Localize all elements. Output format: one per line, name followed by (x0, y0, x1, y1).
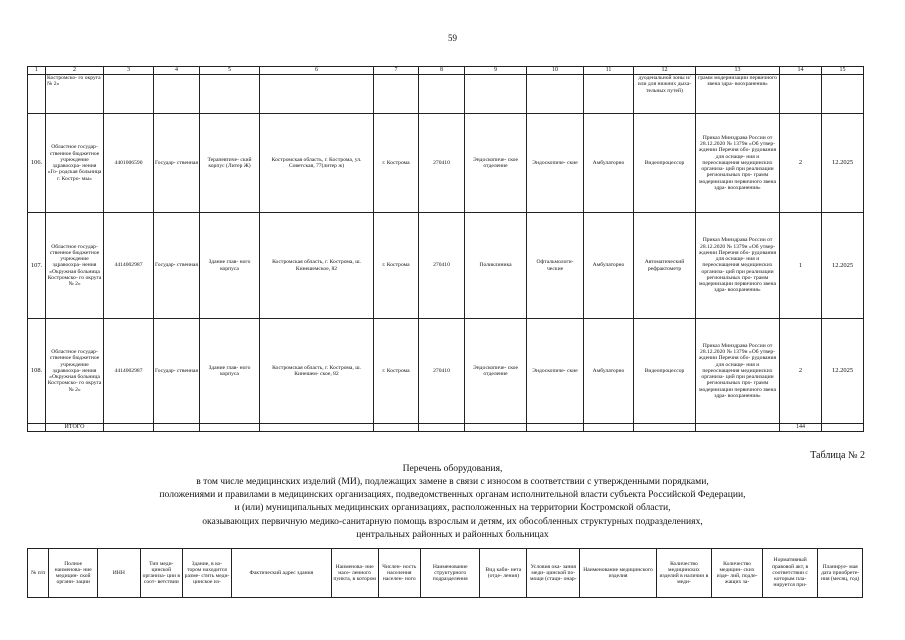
column-number-cell: 8 (419, 67, 465, 75)
address: Костромская область, г. Кострома, ш. Кинешемское, 82 (260, 213, 374, 319)
column-header: № п/п (28, 549, 49, 598)
legal-act: Приказ Минздрава России от 28.12.2020 № 1379н «Об утвер- ждении Перечня обо- рудования для оснаще- ния и переоснащения медицинских организа- ций при реализации региональных про- грамм модернизации первичного звена здра- воохранения» (696, 319, 780, 424)
column-number-cell: 9 (465, 67, 527, 75)
organization-form: Государ- ственная (154, 319, 200, 424)
column-header: Наименова- ние насе- ленного пункта, в котором (331, 549, 378, 598)
legal-act: Приказ Минздрава России от 28.12.2020 № 1379н «Об утвер- ждении Перечня обо- рудования для оснаще- ния и переоснащения медицинских организа- ций при реализации региональных про- грамм модернизации первичного звена здра- воохранения» (696, 114, 780, 213)
table-label: Таблица № 2 (810, 450, 865, 461)
population: 270410 (419, 213, 465, 319)
continuation-cabinet-cell: дуоденальной зоны и/или для нижних дыха- тельных путей) (634, 75, 696, 114)
total-value: 144 (780, 424, 822, 432)
column-header-row (28, 549, 863, 598)
device-name: Видеопроцессор (634, 114, 696, 213)
column-header: ИНН (98, 549, 140, 598)
city: г. Кострома (374, 114, 419, 213)
organization-form: Государ- ственная (154, 114, 200, 213)
column-number-cell: 15 (822, 67, 864, 75)
column-header: Вид каби- нета (отде- ления) (480, 549, 527, 598)
quantity: 2 (780, 319, 822, 424)
organization-name: Областное государ- ственное бюджетное учреждение здравоохра- нения «Го- родская больница г. Костро- мы» (46, 114, 104, 213)
population: 270410 (419, 114, 465, 213)
column-header: Количество медицин- ских изде- лий, подле- жащих за- (712, 549, 763, 598)
heading-line: и (или) муниципальных медицинских организациях, расположенных на территории Костромской области, (234, 502, 671, 514)
column-number-cell: 7 (374, 67, 419, 75)
column-number-cell: 11 (584, 67, 634, 75)
table-row (28, 213, 864, 319)
structural-unit: Поликлиника (465, 213, 527, 319)
purchase-date: 12.2025 (822, 319, 864, 424)
heading-line: оказывающих первичную медико-санитарную помощь взрослым и детям, их обособленных структурных подразделениях, (202, 515, 703, 527)
building: Здание глав- ного корпуса (200, 213, 260, 319)
column-header: Тип меди- цинской организа- ции в соот- ветствии (140, 549, 182, 598)
organization-name: Областное государ- ственное бюджетное учреждение здравоохра- нения «Окружная больница Костромско- го округа № 2» (46, 213, 104, 319)
column-number-cell: 4 (154, 67, 200, 75)
structural-unit: Эндоскопиче- ское отделение (465, 319, 527, 424)
quantity: 2 (780, 114, 822, 213)
quantity: 1 (780, 213, 822, 319)
column-header: Количество медицинских изделий в наличии в меди- (656, 549, 711, 598)
table-heading (0, 462, 905, 541)
continuation-row (28, 75, 864, 114)
column-header: Планируе- мая дата приобрете- ния (месяц, год) (818, 549, 863, 598)
building: Здание глав- ного корпуса (200, 319, 260, 424)
column-header: Нормативный правовой акт, в соответствии с которым пла- нируется при- (763, 549, 818, 598)
address: Костромская область, г. Кострома, ул. Советская, 77(литер ж) (260, 114, 374, 213)
column-number-cell: 1 (28, 67, 46, 75)
device-name: Автоматический рефрактометр (634, 213, 696, 319)
column-number-cell: 12 (634, 67, 696, 75)
purchase-date: 12.2025 (822, 213, 864, 319)
total-label: ИТОГО (46, 424, 104, 432)
device-name: Видеопроцессор (634, 319, 696, 424)
column-number-cell: 3 (104, 67, 154, 75)
structural-unit: Эндоскопиче- ское отделение (465, 114, 527, 213)
inn: 4414002987 (104, 319, 154, 424)
row-number: 106. (28, 114, 46, 213)
heading-line: Перечень оборудования, (402, 463, 503, 474)
care-conditions: Амбулаторно (584, 319, 634, 424)
column-number-cell: 5 (200, 67, 260, 75)
cabinet-type: Эндоскопиче- ские (527, 114, 584, 213)
heading-line: в том числе медицинских изделий (МИ), подлежащих замене в связи с износом в соответствии с утвержденными порядками, (196, 476, 709, 488)
column-number-cell: 14 (780, 67, 822, 75)
heading-line: положениями и правилами в медицинских организациях, подведомственных органам исполнительной власти субъекта Российской Федерации, (159, 489, 746, 501)
care-conditions: Амбулаторно (584, 213, 634, 319)
cabinet-type: Офтальмологи- ческие (527, 213, 584, 319)
column-number-row (28, 67, 864, 75)
total-row (28, 424, 864, 432)
column-number-cell: 13 (696, 67, 780, 75)
equipment-table-continuation (27, 66, 864, 432)
address: Костромская область, г. Кострома, ш. Кинешем- ское, 82 (260, 319, 374, 424)
heading-line: центральных районных и районных больницах (356, 528, 549, 540)
column-header: Полное наименова- ние медицин- ской органи- зации (49, 549, 98, 598)
row-number: 107. (28, 213, 46, 319)
column-header: Числен- ность населения населен- ного (378, 549, 420, 598)
continuation-org-cell: Костромско- го округа № 2» (46, 75, 104, 114)
column-header: Условия ока- зания меди- цинской по- мощи (стаци- онар- (527, 549, 580, 598)
page-number: 59 (448, 33, 457, 43)
equipment-table-header (27, 548, 863, 598)
table-row (28, 319, 864, 424)
care-conditions: Амбулаторно (584, 114, 634, 213)
column-number-cell: 10 (527, 67, 584, 75)
cabinet-type: Эндоскопиче- ские (527, 319, 584, 424)
population: 270410 (419, 319, 465, 424)
column-header: Здание, в ко- тором находится разме- стить меди- цинское из- (183, 549, 232, 598)
legal-act: Приказ Минздрава России от 28.12.2020 № 1379н «Об утвер- ждении Перечня обо- рудования для оснаще- ния и переоснащения медицинских организа- ций при реализации региональных про- грамм модернизации первичного звена здра- воохранения» (696, 213, 780, 319)
column-number-cell: 2 (46, 67, 104, 75)
purchase-date: 12.2025 (822, 114, 864, 213)
inn: 4414002987 (104, 213, 154, 319)
column-header: Фактический адрес здания (231, 549, 331, 598)
city: г. Кострома (374, 213, 419, 319)
column-header: Наименование медицинского изделия (580, 549, 656, 598)
inn: 4401006590 (104, 114, 154, 213)
organization-form: Государ- ственная (154, 213, 200, 319)
building: Терапевтиче- ский корпус (Литер Ж) (200, 114, 260, 213)
column-number-cell: 6 (260, 67, 374, 75)
continuation-act-cell: грамм модернизации первичного звена здра- воохранения» (696, 75, 780, 114)
row-number: 108. (28, 319, 46, 424)
organization-name: Областное государ- ственное бюджетное учреждение здравоохра- нения «Окружная больница Костромско- го округа № 2» (46, 319, 104, 424)
table-row (28, 114, 864, 213)
column-header: Наименование структурного подразделения (421, 549, 480, 598)
city: г. Кострома (374, 319, 419, 424)
